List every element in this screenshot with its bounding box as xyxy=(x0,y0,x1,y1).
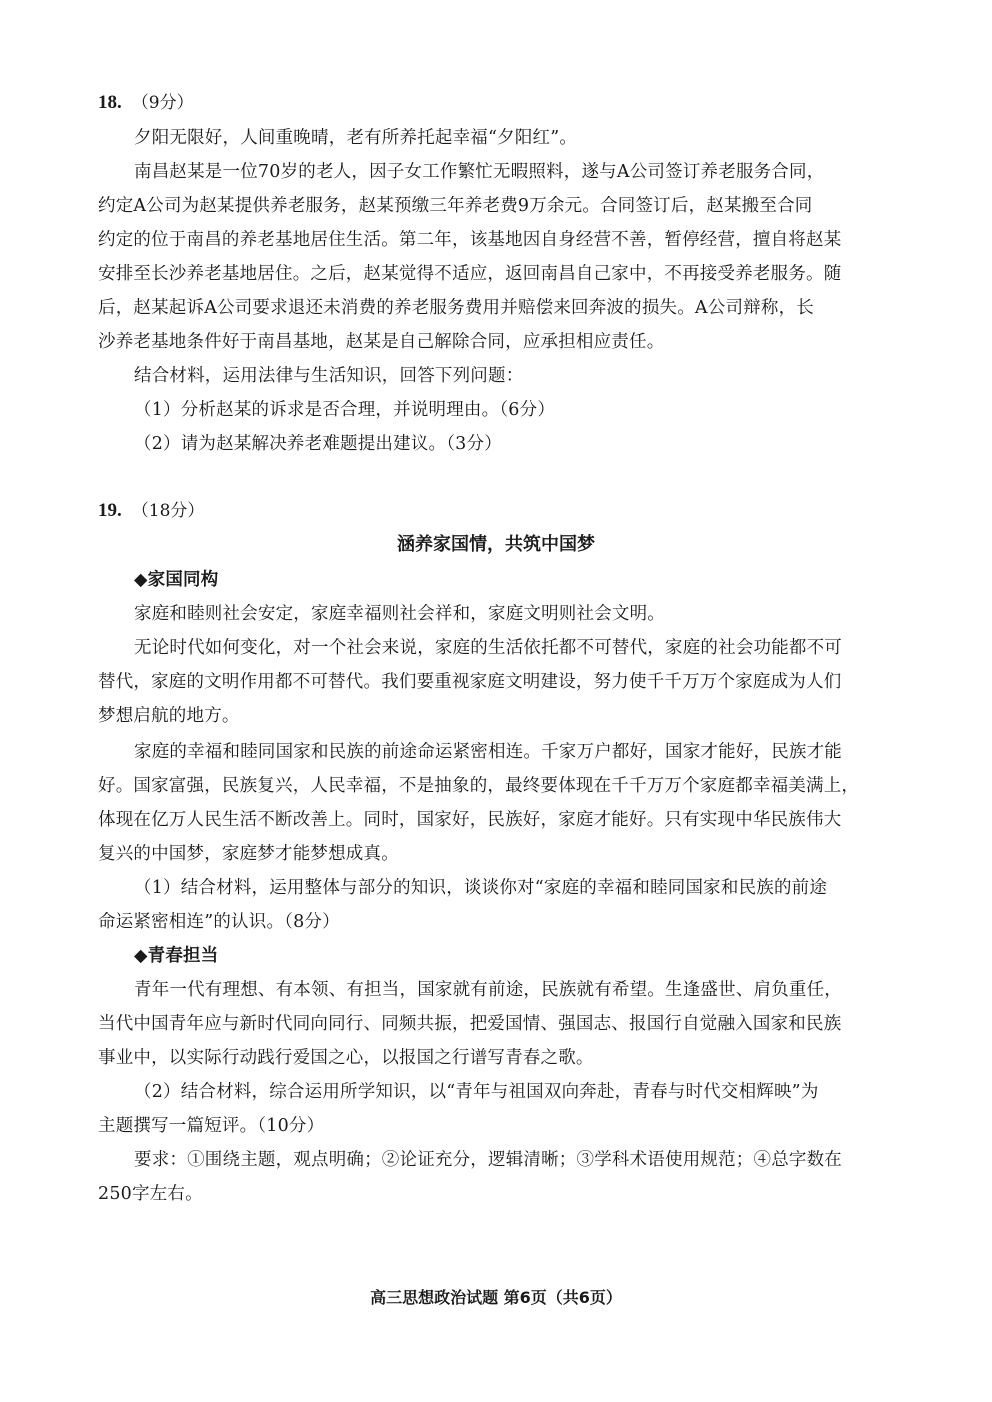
q19-paragraph-line: 家庭的幸福和睦同国家和民族的前途命运紧密相连。千家万户都好，国家才能好，民族才能 xyxy=(134,742,842,762)
question-number: 19. xyxy=(98,500,122,521)
question-19-header xyxy=(98,496,204,522)
q19-paragraph-line: 青年一代有理想、有本领、有担当，国家就有前途，民族就有希望。生逢盛世、肩负重任， xyxy=(134,980,842,1000)
q19-subquestion-1: （1）结合材料，运用整体与部分的知识，谈谈你对“家庭的幸福和睦同国家和民族的前途 xyxy=(134,878,828,898)
q18-paragraph-line: 约定的位于南昌的养老基地居住生活。第二年，该基地因自身经营不善，暂停经营，擅自将赵某 xyxy=(98,230,842,250)
q19-paragraph-line: 体现在亿万人民生活不断改善上。同时，国家好，民族好，家庭才能好。只有实现中华民族伟大 xyxy=(98,810,842,830)
question-number: 18. xyxy=(98,92,122,113)
q19-title: 涵养家国情，共筑中国梦 xyxy=(397,534,595,555)
q18-subquestion-2: （2）请为赵某解决养老难题提出建议。（3分） xyxy=(134,434,502,454)
q18-subquestion-1: （1）分析赵某的诉求是否合理，并说明理由。（6分） xyxy=(134,400,556,420)
q19-paragraph-line: 家庭和睦则社会安定，家庭幸福则社会祥和，家庭文明则社会文明。 xyxy=(134,604,665,624)
q18-paragraph-line: 夕阳无限好，人间重晚晴，老有所养托起幸福“夕阳红”。 xyxy=(134,128,578,148)
q19-paragraph-line: 好。国家富强，民族复兴，人民幸福，不是抽象的，最终要体现在千千万万个家庭都幸福美满上， xyxy=(98,776,860,796)
q19-subquestion-2-cont: 主题撰写一篇短评。（10分） xyxy=(98,1116,325,1136)
q19-requirements-cont: 250字左右。 xyxy=(98,1184,203,1204)
question-18-header xyxy=(98,88,194,114)
q19-subquestion-1-cont: 命运紧密相连”的认识。（8分） xyxy=(98,912,340,932)
q19-paragraph-line: 事业中，以实际行动践行爱国之心，以报国之行谱写青春之歌。 xyxy=(98,1048,594,1068)
q19-subquestion-2: （2）结合材料，综合运用所学知识，以“青年与祖国双向奔赴，青春与时代交相辉映”为 xyxy=(134,1082,819,1102)
q18-paragraph-line: 后，赵某起诉A公司要求退还未消费的养老服务费用并赔偿来回奔波的损失。A公司辩称，长 xyxy=(98,298,814,318)
q19-paragraph-line: 梦想启航的地方。 xyxy=(98,706,240,726)
q19-paragraph-line: 无论时代如何变化，对一个社会来说，家庭的生活依托都不可替代，家庭的社会功能都不可 xyxy=(134,638,842,658)
q18-paragraph-line: 安排至长沙养老基地居住。之后，赵某觉得不适应，返回南昌自己家中，不再接受养老服务。随 xyxy=(98,264,842,284)
q18-paragraph-line: 沙养老基地条件好于南昌基地，赵某是自己解除合同，应承担相应责任。 xyxy=(98,332,665,352)
q18-paragraph-line: 南昌赵某是一位70岁的老人，因子女工作繁忙无暇照料，遂与A公司签订养老服务合同， xyxy=(134,162,825,182)
question-score: （18分） xyxy=(131,501,205,521)
q18-paragraph-line: 约定A公司为赵某提供养老服务，赵某预缴三年养老费9万余元。合同签订后，赵某搬至合同 xyxy=(98,196,813,216)
q19-paragraph-line: 复兴的中国梦，家庭梦才能梦想成真。 xyxy=(98,844,399,864)
section-heading-youth: ◆青春担当 xyxy=(134,946,219,966)
q19-paragraph-line: 替代，家庭的文明作用都不可替代。我们要重视家庭文明建设，努力使千千万万个家庭成为人们 xyxy=(98,672,842,692)
q19-paragraph-line: 当代中国青年应与新时代同向同行、同频共振，把爱国情、强国志、报国行自觉融入国家和民族 xyxy=(98,1014,842,1034)
q19-requirements: 要求：①围绕主题，观点明确；②论证充分，逻辑清晰；③学科术语使用规范；④总字数在 xyxy=(134,1150,842,1170)
q18-instruction: 结合材料，运用法律与生活知识，回答下列问题： xyxy=(134,366,524,386)
question-score: （9分） xyxy=(131,93,194,113)
section-heading-family-nation: ◆家国同构 xyxy=(134,570,219,590)
page-footer: 高三思想政治试题 第6页（共6页） xyxy=(370,1288,622,1307)
